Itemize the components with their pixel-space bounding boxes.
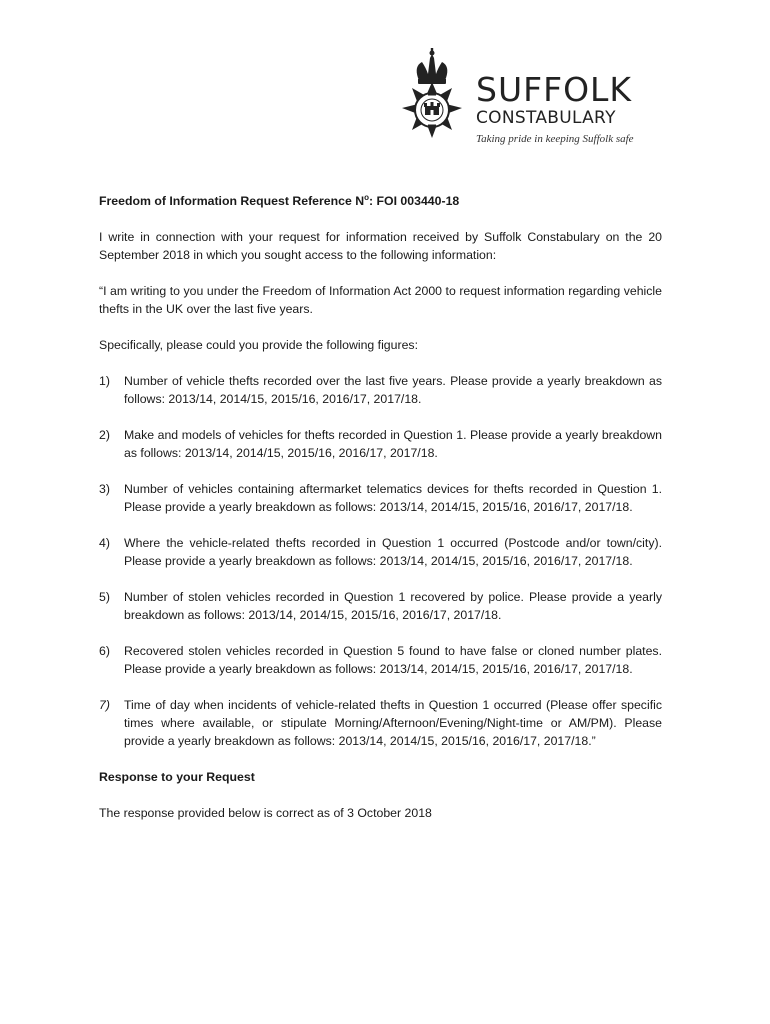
list-item [99, 588, 662, 624]
question-number: 2) [99, 428, 110, 442]
question-number: 4) [99, 536, 110, 550]
heading-reference: : FOI 003440-18 [369, 194, 460, 208]
question-text: Number of vehicle thefts recorded over the last five years. Please provide a yearly breakdown as follows: 2013/14, 2014/15, 2015/16, 2016/17, 2017/18. [124, 374, 662, 406]
list-item [99, 642, 662, 678]
heading-superscript: o [364, 192, 370, 202]
list-item [99, 534, 662, 570]
question-number: 6) [99, 644, 110, 658]
intro-paragraph: I write in connection with your request for information received by Suffolk Constabulary on the 20 September 2018 in which you sought access to the following information: [99, 230, 662, 262]
question-number: 7) [99, 698, 110, 712]
question-text: Time of day when incidents of vehicle-related thefts in Question 1 occurred (Please offer specific times where available, or stipulate Morning/Afternoon/Evening/Night-time or AM/PM). Please provide a yearly breakdown as follows: 2013/14, 2014/15, 2015/16, 2016/17, 2017/18.” [124, 698, 662, 748]
specifically-paragraph: Specifically, please could you provide the following figures: [99, 338, 418, 352]
question-text: Make and models of vehicles for thefts recorded in Question 1. Please provide a yearly breakdown as follows: 2013/14, 2014/15, 2015/16, 2016/17, 2017/18. [124, 428, 662, 460]
question-text: Where the vehicle-related thefts recorded in Question 1 occurred (Postcode and/or town/city). Please provide a yearly breakdown as follows: 2013/14, 2014/15, 2015/16, 2016/17, 2017/18. [124, 536, 662, 568]
list-item [99, 372, 662, 408]
brand-name: SUFFOLK [476, 70, 633, 109]
brand-tagline: Taking pride in keeping Suffolk safe [476, 133, 634, 145]
heading-prefix: Freedom of Information Request Reference N [99, 194, 365, 208]
brand-subtitle: CONSTABULARY [476, 108, 616, 128]
list-item [99, 480, 662, 516]
question-number: 3) [99, 482, 110, 496]
response-paragraph: The response provided below is correct as of 3 October 2018 [99, 806, 432, 820]
suffolk-constabulary-logo [392, 48, 652, 158]
question-number: 5) [99, 590, 110, 604]
question-list [99, 372, 662, 750]
question-number: 1) [99, 374, 110, 388]
question-text: Number of vehicles containing aftermarket telematics devices for thefts recorded in Question 1. Please provide a yearly breakdown as follows: 2013/14, 2014/15, 2015/16, 2016/17, 2017/18. [124, 482, 662, 514]
quoted-request: “I am writing to you under the Freedom of Information Act 2000 to request information regarding vehicle thefts in the UK over the last five years. [99, 284, 662, 316]
response-heading: Response to your Request [99, 770, 255, 784]
foi-reference-heading [99, 192, 662, 210]
letter-body [99, 192, 662, 840]
question-text: Number of stolen vehicles recorded in Question 1 recovered by police. Please provide a yearly breakdown as follows: 2013/14, 2014/15, 2015/16, 2016/17, 2017/18. [124, 590, 662, 622]
list-item [99, 696, 662, 750]
list-item [99, 426, 662, 462]
question-text: Recovered stolen vehicles recorded in Question 5 found to have false or cloned number plates. Please provide a yearly breakdown as follows: 2013/14, 2014/15, 2015/16, 2016/17, 2017/18. [124, 644, 662, 676]
police-crest-icon [392, 48, 472, 158]
